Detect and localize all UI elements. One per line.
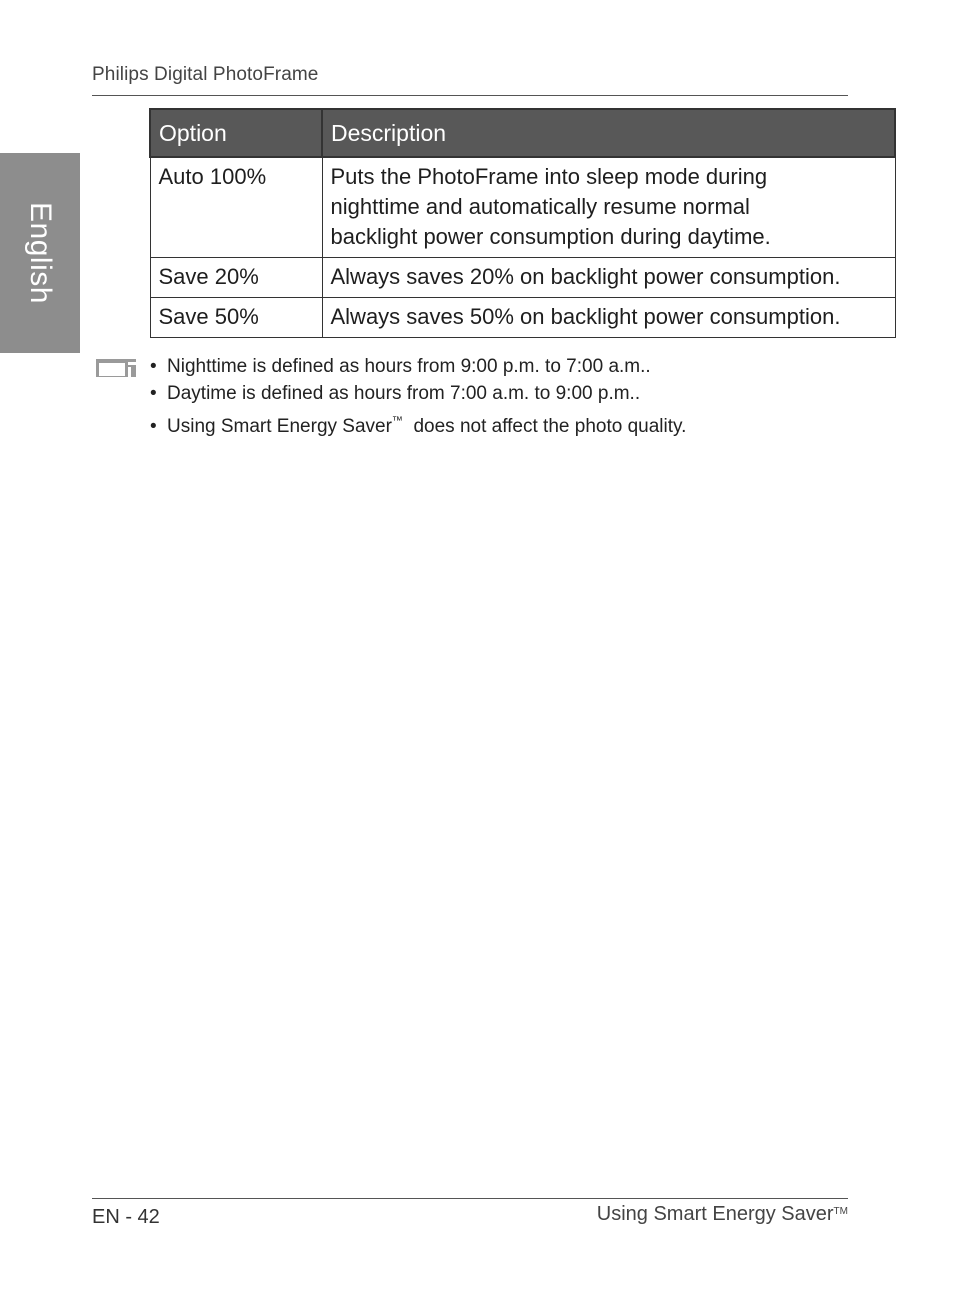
page-number: EN - 42 bbox=[92, 1206, 160, 1228]
column-header-option: Option bbox=[150, 109, 322, 157]
list-item bbox=[150, 356, 686, 383]
description-line: Puts the PhotoFrame into sleep mode during bbox=[330, 164, 768, 189]
bullet: • bbox=[150, 356, 157, 377]
trademark-symbol: ™ bbox=[391, 415, 403, 427]
trademark-symbol: TM bbox=[833, 1206, 848, 1217]
language-tab-label: English bbox=[24, 202, 57, 304]
note-text: Nighttime is defined as hours from 9:00 p.m. to 7:00 a.m.. bbox=[167, 356, 651, 377]
table-row bbox=[150, 258, 895, 298]
list-item bbox=[150, 383, 686, 410]
table-header-row bbox=[150, 109, 895, 157]
language-side-tab bbox=[0, 153, 80, 353]
options-table bbox=[149, 108, 896, 338]
page-header-title: Philips Digital PhotoFrame bbox=[92, 64, 319, 85]
description-line: Always saves 50% on backlight power consumption. bbox=[330, 304, 841, 329]
section-title-text: Using Smart Energy Saver bbox=[596, 1203, 834, 1225]
column-header-description: Description bbox=[322, 109, 895, 157]
option-cell: Save 50% bbox=[150, 298, 322, 338]
option-cell: Auto 100% bbox=[150, 157, 322, 258]
bullet: • bbox=[150, 416, 157, 437]
description-cell bbox=[322, 298, 895, 338]
description-cell bbox=[322, 157, 895, 258]
header-divider bbox=[92, 95, 848, 96]
footer-section-title bbox=[597, 1203, 848, 1226]
description-cell bbox=[322, 258, 895, 298]
option-cell: Save 20% bbox=[150, 258, 322, 298]
description-line: backlight power consumption during daytime. bbox=[330, 224, 771, 249]
bullet: • bbox=[150, 383, 157, 404]
list-item bbox=[150, 410, 686, 437]
footer-divider bbox=[92, 1198, 848, 1199]
note-text: does not affect the photo quality. bbox=[402, 416, 687, 437]
note-text: Using Smart Energy Saver bbox=[167, 416, 392, 437]
table-row bbox=[150, 298, 895, 338]
notes-list bbox=[150, 356, 686, 437]
description-line: nighttime and automatically resume normal bbox=[330, 194, 750, 219]
table-row bbox=[150, 157, 895, 258]
note-icon bbox=[95, 358, 139, 378]
note-text: Daytime is defined as hours from 7:00 a.m. to 9:00 p.m.. bbox=[167, 383, 641, 404]
description-line: Always saves 20% on backlight power consumption. bbox=[330, 264, 841, 289]
